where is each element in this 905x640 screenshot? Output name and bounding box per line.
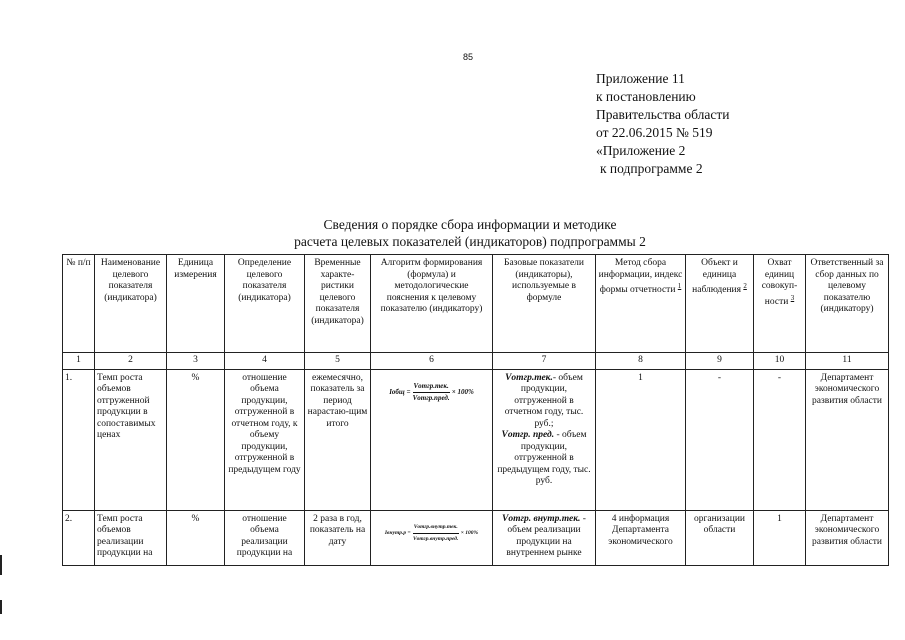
unit: % [167,510,225,565]
table-row [63,510,889,565]
header-cell [686,255,754,353]
definition: отношение объема продукции, отгруженной в отчетном году, к объему продукции, отгруженной в предыдущем году [225,369,305,510]
appendix-line: к подпрограмме 2 [600,161,703,176]
column-number: 7 [493,353,596,370]
formula-fraction [413,381,450,405]
row-number: 1. [63,369,95,510]
formula-rhs: × 100% [451,387,474,396]
formula [373,381,490,405]
formula-cell [371,510,493,565]
formula-numerator: Vотгр.внутр.тек. [413,522,459,535]
column-number: 10 [754,353,806,370]
indicator-name: Темп роста объемов реализации продукции на [95,510,167,565]
column-number: 9 [686,353,754,370]
header-text: Метод сбора информации, индекс формы отчетности [598,258,683,296]
base-text: - объем реализации продукции на внутреннем рынке [506,513,586,558]
document-title [240,216,700,250]
header-cell: Ответственный за сбор данных по целевому показателю (индикатору) [806,255,889,353]
column-number: 6 [371,353,493,370]
base-text: - объем продукции, отгруженной в отчетном году, тыс. руб.; [504,372,584,429]
header-cell: Временные характе-ристики целевого показателя (индикатора) [305,255,371,353]
responsible: Департамент экономического развития области [806,369,889,510]
coverage: 1 [754,510,806,565]
page-number: 85 [463,52,474,62]
column-number: 2 [95,353,167,370]
formula-numerator: Vотгр.тек. [413,381,450,394]
definition: отношение объема реализации продукции на [225,510,305,565]
column-number: 5 [305,353,371,370]
appendix-line: «Приложение 2 [596,143,686,158]
table-row [63,369,889,510]
column-number: 3 [167,353,225,370]
unit: % [167,369,225,510]
base-variable: Vотгр. внутр.тек. [502,513,581,524]
header-text: Охват единиц совокуп-ности [761,258,798,307]
base-variable: Vотгр. пред. [501,430,555,440]
appendix-block [596,70,729,178]
header-cell: № п/п [63,255,95,353]
title-line: Сведения о порядке сбора информации и методике [323,217,617,232]
base-variable: Vотгр.тек. [505,372,553,383]
appendix-line: к постановлению [596,89,696,104]
title-line: расчета целевых показателей (индикаторов) подпрограммы 2 [294,234,646,249]
formula-rhs: × 100% [460,529,479,536]
collection-method: 4 информация Департамента экономического [596,510,686,565]
scan-edge-mark [0,600,5,614]
column-number: 4 [225,353,305,370]
footnote-mark: 3 [790,293,795,302]
column-number-row [63,353,889,370]
header-cell [596,255,686,353]
formula-lhs: Іобщ = [389,387,411,396]
header-cell: Базовые показатели (индикаторы), используемые в формуле [493,255,596,353]
coverage: - [754,369,806,510]
header-cell: Единица измерения [167,255,225,353]
header-cell: Определение целевого показателя (индикатора) [225,255,305,353]
header-cell: Наименование целевого показателя (индикатора) [95,255,167,353]
formula [373,522,490,546]
formula-cell [371,369,493,510]
time-characteristics: 2 раза в год, показатель на дату [305,510,371,565]
formula-denominator: Vотгр.внутр.пред. [412,536,459,542]
observation-object: - [686,369,754,510]
footnote-mark: 1 [677,282,682,290]
collection-method: 1 [596,369,686,510]
indicator-name: Темп роста объемов отгруженной продукции в сопоставимых ценах [95,369,167,510]
base-text: - объем продукции, отгруженной в предыдущем году, тыс. руб. [497,430,591,486]
formula-lhs: Івнутр.р = [384,529,411,536]
appendix-line: от 22.06.2015 № 519 [596,125,713,140]
header-cell: Алгоритм формирования (формула) и методологические пояснения к целевому показателю (индикатору) [371,255,493,353]
scan-edge-mark [0,555,5,575]
observation-object: организации области [686,510,754,565]
header-text: Объект и единица наблюдения [692,258,741,296]
header-cell [754,255,806,353]
footnote-mark: 2 [743,282,747,290]
time-characteristics: ежемесячно, показатель за период нарастаю-щим итого [305,369,371,510]
column-number: 11 [806,353,889,370]
formula-denominator: Vотгр.пред. [412,394,450,402]
row-number: 2. [63,510,95,565]
column-number: 1 [63,353,95,370]
formula-fraction [413,522,459,546]
table-header-row [63,255,889,353]
appendix-line: Правительства области [596,107,730,122]
column-number: 8 [596,353,686,370]
base-indicators [493,510,596,565]
indicators-table [62,254,889,566]
responsible: Департамент экономического развития области [806,510,889,565]
appendix-line: Приложение 11 [596,71,685,86]
base-indicators [493,369,596,510]
